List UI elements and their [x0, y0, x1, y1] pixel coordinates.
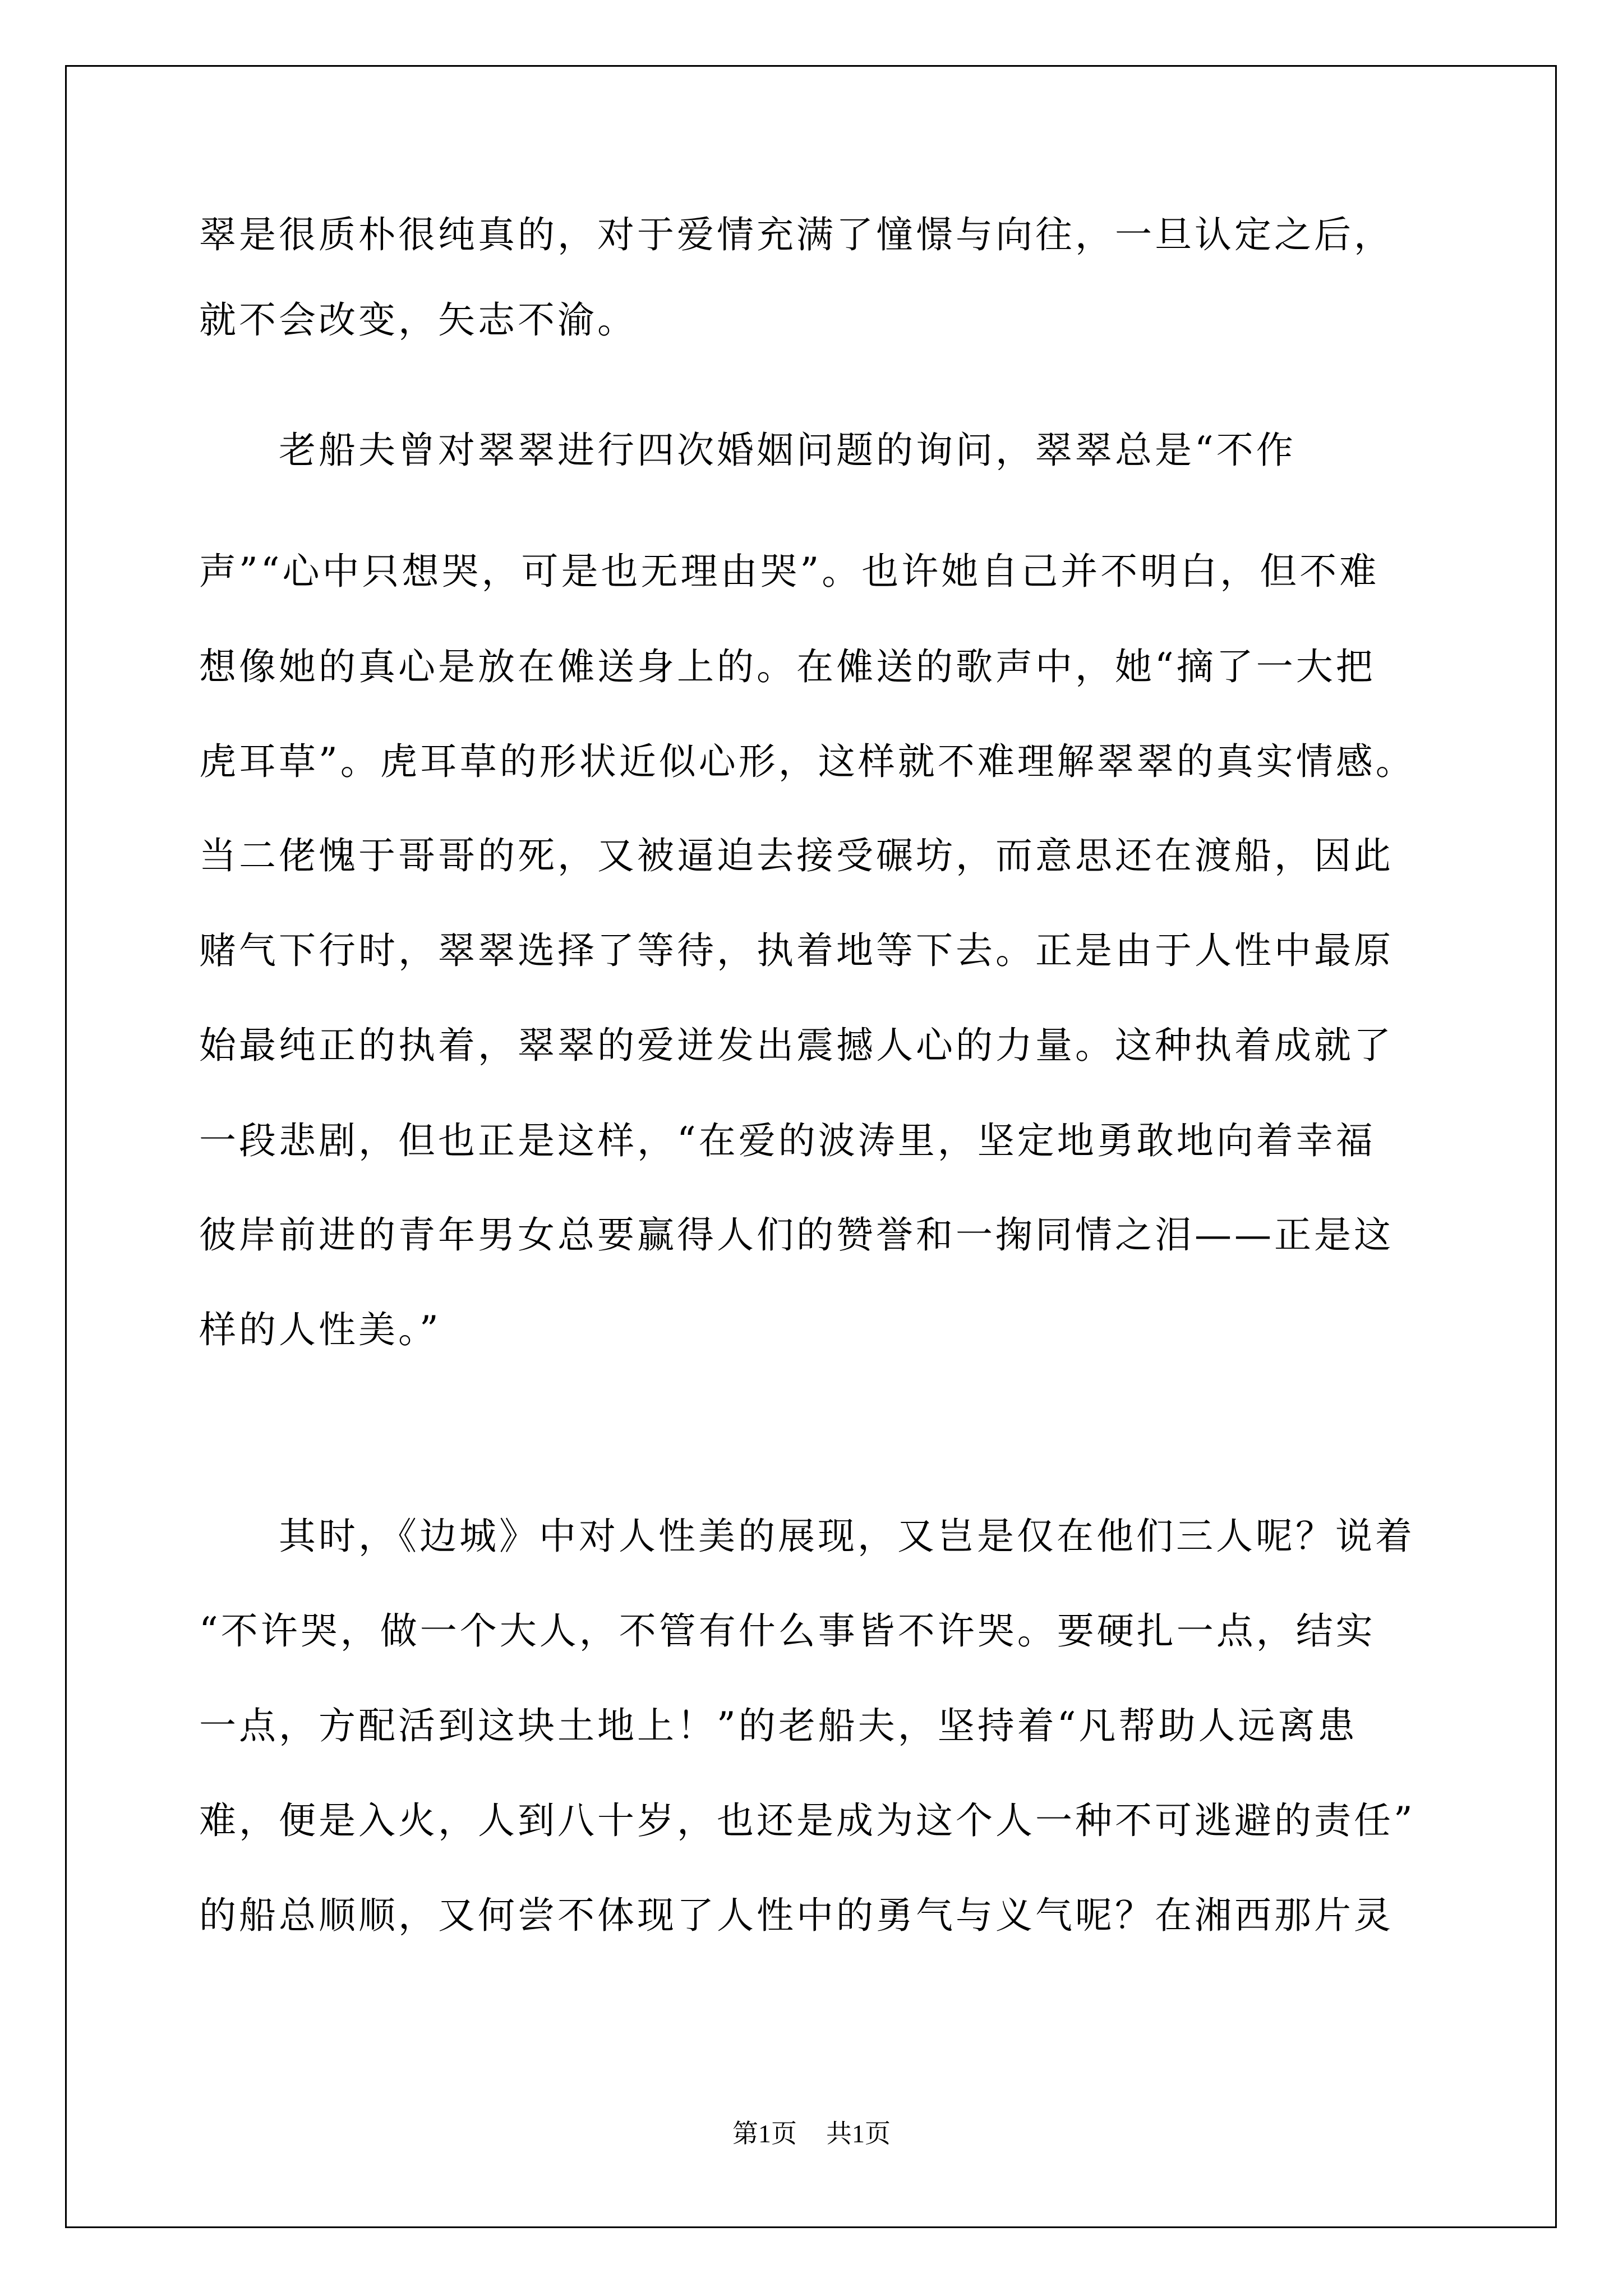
page-footer	[0, 2118, 1623, 2150]
text-line: 难，便是入火，人到八十岁，也还是成为这个人一种不可逃避的责任”	[199, 1799, 1415, 1842]
text-line: 当二佬愧于哥哥的死，又被逼迫去接受碾坊，而意思还在渡船，因此	[199, 834, 1394, 877]
text-line: 样的人性美。”	[199, 1308, 441, 1351]
text-line: 一点，方配活到这块土地上！”的老船夫，坚持着“凡帮助人远离患	[199, 1704, 1358, 1747]
text-line: 虎耳草”。虎耳草的形状近似心形，这样就不难理解翠翠的真实情感。	[199, 740, 1415, 783]
page-total: 共1页	[826, 2119, 891, 2148]
paragraph-first-line: 其时，《边城》中对人性美的展现，又岂是仅在他们三人呢？说着	[279, 1515, 1415, 1558]
text-line: 彼岸前进的青年男女总要赢得人们的赞誉和一掬同情之泪——正是这	[199, 1213, 1394, 1257]
page-number: 第1页	[732, 2119, 797, 2148]
text-line: “不许哭，做一个大人，不管有什么事皆不许哭。要硬扎一点，结实	[199, 1609, 1376, 1653]
text-line: 一段悲剧，但也正是这样，“在爱的波涛里，坚定地勇敢地向着幸福	[199, 1119, 1376, 1162]
text-line: 赌气下行时，翠翠选择了等待，执着地等下去。正是由于人性中最原	[199, 929, 1394, 972]
text-line: 就不会改变，矢志不渝。	[199, 298, 637, 342]
text-line: 翠是很质朴很纯真的，对于爱情充满了憧憬与向往，一旦认定之后，	[199, 213, 1394, 256]
text-line: 想像她的真心是放在傩送身上的。在傩送的歌声中，她“摘了一大把	[199, 645, 1376, 688]
text-line: 始最纯正的执着，翠翠的爱迸发出震撼人心的力量。这种执着成就了	[199, 1024, 1394, 1067]
paragraph-first-line: 老船夫曾对翠翠进行四次婚姻问题的询问，翠翠总是“不作	[279, 429, 1296, 472]
text-line: 声”“心中只想哭，可是也无理由哭”。也许她自己并不明白，但不难	[199, 550, 1380, 593]
text-line: 的船总顺顺，又何尝不体现了人性中的勇气与义气呢？在湘西那片灵	[199, 1894, 1394, 1937]
